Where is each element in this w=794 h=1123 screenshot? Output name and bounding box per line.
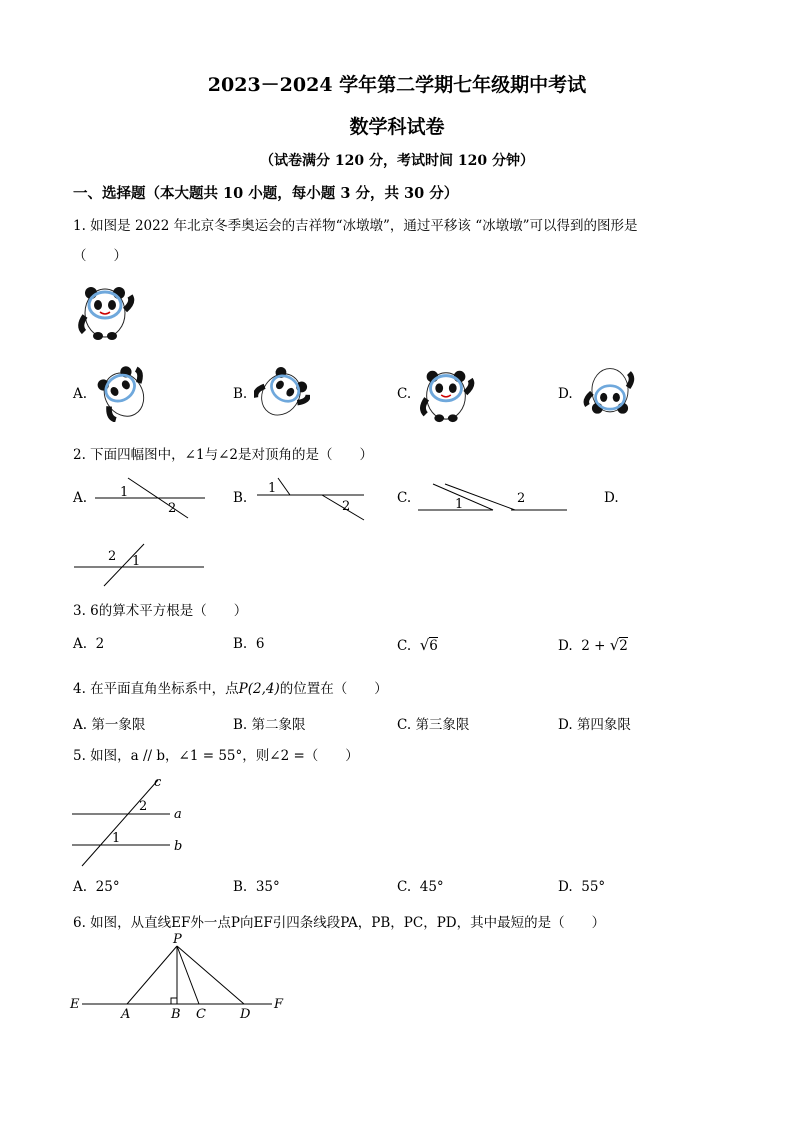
point-p: P(2,4) (238, 681, 280, 697)
line-label-b: b (174, 839, 183, 854)
option-root-value: 2 (619, 638, 628, 654)
q3-option-d[interactable] (558, 636, 628, 654)
point-label-p: P (173, 932, 182, 947)
option-value: 55° (581, 879, 606, 895)
point-label-e: E (70, 997, 80, 1012)
question-2-text: 2. 下面四幅图中，∠1与∠2是对顶角的是（ ） (73, 447, 373, 463)
question-5-text: 5. 如图，a // b，∠1 = 55°，则∠2 =（ ） (73, 748, 359, 764)
point-label-a: A (121, 1007, 131, 1020)
q4-option-b[interactable] (233, 713, 306, 733)
angle-label-2: 2 (342, 499, 351, 514)
option-letter: A. (73, 717, 88, 733)
section-heading: 一、选择题（本大题共 10 小题，每小题 3 分，共 30 分） (73, 185, 459, 202)
option-value: 2 (95, 636, 105, 652)
exam-subtitle: 数学科试卷 (349, 116, 445, 138)
q5-option-c[interactable] (397, 879, 444, 895)
option-value: 35° (255, 879, 280, 895)
q4-option-c[interactable] (397, 713, 469, 733)
bing-dwen-dwen-translated-icon[interactable] (416, 364, 476, 424)
q5-option-d[interactable] (558, 879, 605, 895)
q5-parallel-lines-figure (68, 772, 198, 868)
q2-option-a-letter: A. (73, 490, 88, 506)
bing-dwen-dwen-original-icon (74, 280, 136, 342)
q2-option-c-figure[interactable] (415, 478, 575, 518)
option-letter: A. (73, 879, 88, 895)
q5-option-b[interactable] (233, 879, 280, 895)
q1-option-a-letter: A. (73, 386, 88, 402)
question-3-text: 3. 6的算术平方根是（ ） (73, 603, 248, 619)
angle-label-2: 2 (139, 799, 148, 814)
question-6-text: 6. 如图，从直线EF外一点P向EF引四条线段PA，PB，PC，PD，其中最短的是（ ） (73, 915, 606, 931)
option-letter: A. (73, 636, 88, 652)
bing-dwen-dwen-rotated-icon[interactable] (254, 364, 310, 422)
angle-label-1: 1 (120, 485, 129, 500)
line-label-a: a (174, 807, 182, 822)
sqrt-sign-icon: √ (609, 636, 620, 654)
option-value: 第一象限 (91, 717, 146, 733)
q3-option-b[interactable] (233, 636, 264, 652)
point-label-d: D (240, 1007, 251, 1020)
q4-option-a[interactable] (73, 713, 145, 733)
option-value: 第三象限 (415, 717, 470, 733)
angle-label-2: 2 (517, 491, 526, 506)
bing-dwen-dwen-rotated-icon[interactable] (92, 364, 154, 422)
option-value: 2 + (581, 638, 606, 654)
angle-label-2: 2 (168, 501, 177, 516)
line-label-c: c (154, 775, 162, 790)
option-letter: B. (233, 636, 248, 652)
q4-option-d[interactable] (558, 713, 631, 733)
question-1-text: 1. 如图是 2022 年北京冬季奥运会的吉祥物“冰墩墩”，通过平移该 “冰墩墩”可以得到的图形是 (73, 218, 638, 234)
q1-option-c-letter: C. (397, 386, 412, 402)
q1-option-d-letter: D. (558, 386, 573, 402)
option-letter: C. (397, 879, 412, 895)
q3-option-c[interactable] (397, 636, 438, 654)
option-value: 第四象限 (576, 717, 631, 733)
angle-label-1: 1 (112, 831, 121, 846)
angle-label-1: 1 (455, 497, 464, 512)
q2-option-b-figure[interactable] (252, 470, 372, 522)
q2-option-d-letter: D. (604, 490, 619, 506)
question-1-paren: （ ） (73, 248, 127, 264)
option-value: 6 (255, 636, 265, 652)
option-letter: D. (558, 717, 573, 733)
q3-option-a[interactable] (73, 636, 104, 652)
option-letter: D. (558, 638, 573, 654)
q2-option-c-letter: C. (397, 490, 412, 506)
option-value: 45° (419, 879, 444, 895)
angle-label-1: 1 (132, 554, 141, 569)
q2-option-d-figure[interactable] (70, 540, 210, 588)
option-letter: C. (397, 717, 412, 733)
option-value: 第二象限 (251, 717, 306, 733)
sqrt-sign-icon: √ (419, 636, 430, 654)
angle-label-2: 2 (108, 549, 117, 564)
point-label-b: B (171, 1007, 181, 1020)
q1-option-b-letter: B. (233, 386, 248, 402)
q2-option-a-figure[interactable] (90, 470, 210, 520)
option-letter: B. (233, 717, 248, 733)
question-4-text (73, 677, 388, 697)
exam-note: （试卷满分 120 分，考试时间 120 分钟） (260, 153, 534, 169)
option-value: 25° (95, 879, 120, 895)
q6-perpendicular-figure (66, 930, 296, 1020)
point-label-f: F (274, 997, 284, 1012)
option-letter: B. (233, 879, 248, 895)
bing-dwen-dwen-flipped-icon[interactable] (582, 364, 638, 420)
question-4-suffix: 的位置在（ ） (279, 681, 388, 697)
q5-option-a[interactable] (73, 879, 120, 895)
option-value: 6 (429, 638, 438, 654)
point-label-c: C (196, 1007, 206, 1020)
question-4-prefix: 4. 在平面直角坐标系中，点 (73, 681, 239, 697)
angle-label-1: 1 (268, 481, 277, 496)
option-letter: C. (397, 638, 412, 654)
option-letter: D. (558, 879, 573, 895)
q2-option-b-letter: B. (233, 490, 248, 506)
exam-title: 2023－2024 学年第二学期七年级期中考试 (207, 74, 587, 96)
